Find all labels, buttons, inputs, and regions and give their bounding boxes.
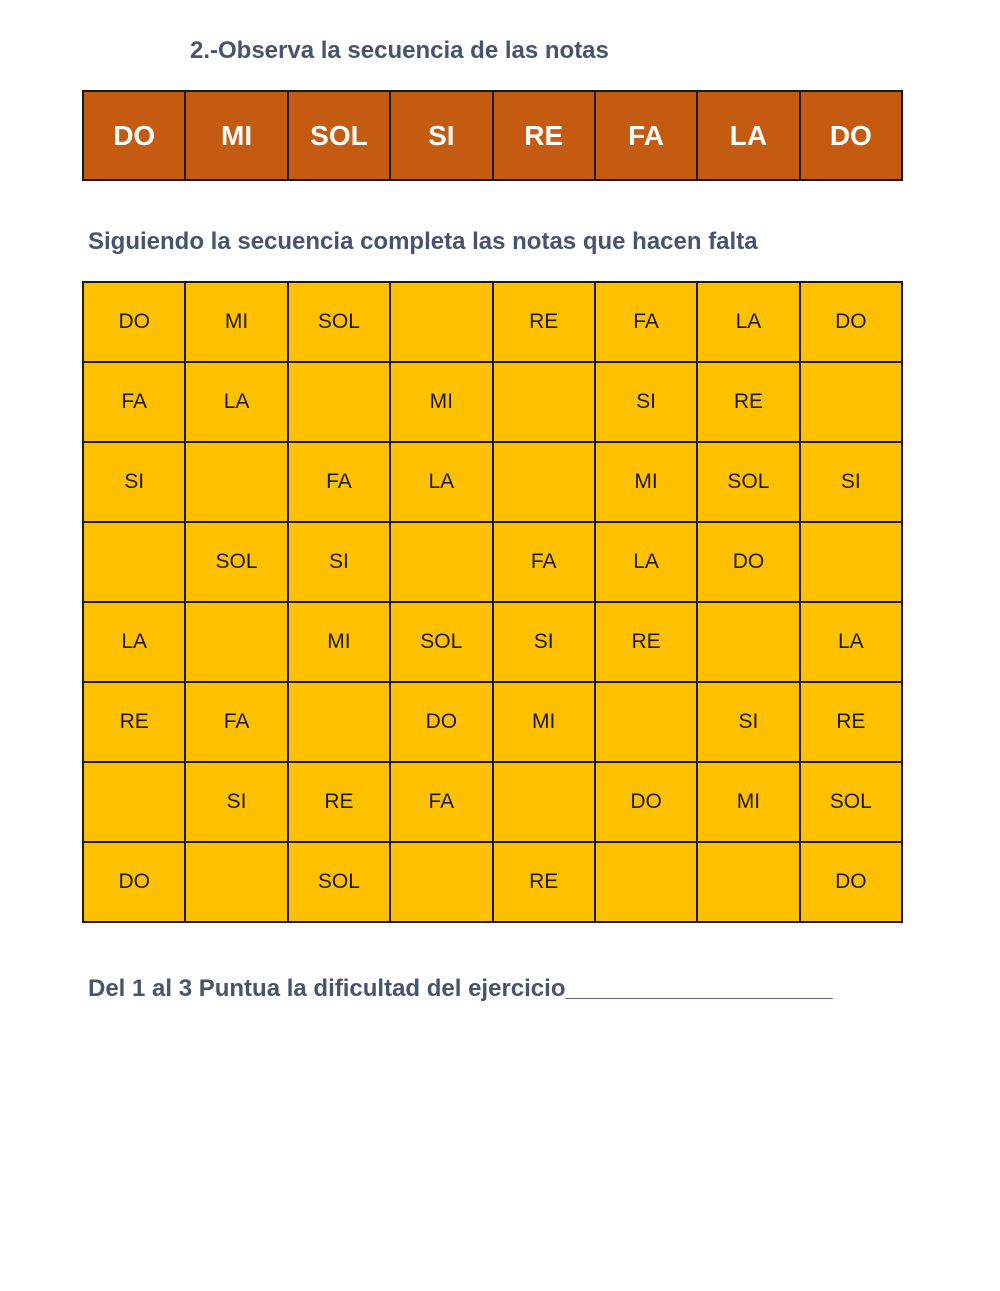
grid-cell-note: MI — [595, 442, 697, 522]
grid-cell-blank[interactable] — [493, 442, 595, 522]
sequence-note: SI — [390, 91, 492, 180]
grid-cell-blank[interactable] — [390, 522, 492, 602]
grid-row — [83, 842, 902, 922]
grid-cell-note: SI — [800, 442, 902, 522]
grid-cell-blank[interactable] — [185, 602, 287, 682]
grid-cell-blank[interactable] — [185, 442, 287, 522]
grid-cell-note: DO — [800, 842, 902, 922]
grid-cell-note: SOL — [800, 762, 902, 842]
grid-cell-note: LA — [83, 602, 185, 682]
grid-cell-note: SI — [493, 602, 595, 682]
grid-cell-note: SI — [595, 362, 697, 442]
grid-cell-note: SOL — [288, 282, 390, 362]
grid-row — [83, 282, 902, 362]
grid-cell-note: MI — [390, 362, 492, 442]
grid-cell-blank[interactable] — [595, 682, 697, 762]
grid-cell-note: SI — [288, 522, 390, 602]
grid-cell-note: RE — [697, 362, 799, 442]
sequence-note: RE — [493, 91, 595, 180]
grid-cell-blank[interactable] — [83, 522, 185, 602]
sequence-note: DO — [83, 91, 185, 180]
grid-cell-blank[interactable] — [493, 762, 595, 842]
grid-cell-note: MI — [697, 762, 799, 842]
grid-row — [83, 442, 902, 522]
grid-cell-note: SI — [697, 682, 799, 762]
grid-cell-note: LA — [390, 442, 492, 522]
grid-cell-blank[interactable] — [800, 522, 902, 602]
sequence-note: MI — [185, 91, 287, 180]
grid-cell-note: RE — [595, 602, 697, 682]
instruction-text: Siguiendo la secuencia completa las notas que hacen falta — [88, 228, 758, 255]
grid-cell-note: SOL — [697, 442, 799, 522]
grid-cell-note: MI — [493, 682, 595, 762]
grid-cell-note: RE — [493, 282, 595, 362]
grid-cell-note: SOL — [288, 842, 390, 922]
grid-cell-note: MI — [288, 602, 390, 682]
grid-cell-note: DO — [390, 682, 492, 762]
grid-cell-blank[interactable] — [697, 602, 799, 682]
grid-cell-note: SOL — [185, 522, 287, 602]
sequence-note: FA — [595, 91, 697, 180]
grid-cell-note: DO — [83, 282, 185, 362]
grid-cell-note: FA — [390, 762, 492, 842]
grid-cell-note: SI — [83, 442, 185, 522]
rating-prompt: Del 1 al 3 Puntua la dificultad del ejercicio____________________ — [88, 975, 833, 1002]
grid-cell-note: SOL — [390, 602, 492, 682]
grid-cell-note: FA — [185, 682, 287, 762]
sequence-note: SOL — [288, 91, 390, 180]
grid-cell-blank[interactable] — [288, 682, 390, 762]
grid-row — [83, 682, 902, 762]
grid-row — [83, 362, 902, 442]
grid-cell-note: LA — [185, 362, 287, 442]
grid-cell-blank[interactable] — [390, 282, 492, 362]
grid-cell-blank[interactable] — [493, 362, 595, 442]
grid-cell-note: FA — [595, 282, 697, 362]
grid-cell-note: DO — [595, 762, 697, 842]
grid-cell-note: DO — [697, 522, 799, 602]
grid-row — [83, 522, 902, 602]
grid-row — [83, 762, 902, 842]
grid-cell-note: DO — [800, 282, 902, 362]
note-sequence-table — [82, 90, 903, 181]
grid-cell-blank[interactable] — [390, 842, 492, 922]
grid-cell-blank[interactable] — [185, 842, 287, 922]
note-sequence-row — [83, 91, 902, 180]
grid-cell-note: SI — [185, 762, 287, 842]
grid-cell-note: FA — [493, 522, 595, 602]
grid-cell-note: FA — [288, 442, 390, 522]
grid-row — [83, 602, 902, 682]
grid-cell-note: LA — [595, 522, 697, 602]
grid-cell-blank[interactable] — [288, 362, 390, 442]
sequence-note: DO — [800, 91, 902, 180]
notes-grid — [82, 281, 903, 923]
sequence-note: LA — [697, 91, 799, 180]
grid-cell-note: RE — [288, 762, 390, 842]
grid-cell-blank[interactable] — [800, 362, 902, 442]
grid-cell-note: LA — [697, 282, 799, 362]
grid-cell-note: RE — [83, 682, 185, 762]
grid-cell-note: LA — [800, 602, 902, 682]
grid-cell-note: FA — [83, 362, 185, 442]
grid-cell-note: MI — [185, 282, 287, 362]
grid-cell-note: RE — [493, 842, 595, 922]
notes-grid-body — [83, 282, 902, 922]
grid-cell-blank[interactable] — [595, 842, 697, 922]
grid-cell-note: DO — [83, 842, 185, 922]
exercise-title: 2.-Observa la secuencia de las notas — [190, 37, 609, 64]
grid-cell-note: RE — [800, 682, 902, 762]
grid-cell-blank[interactable] — [83, 762, 185, 842]
grid-cell-blank[interactable] — [697, 842, 799, 922]
